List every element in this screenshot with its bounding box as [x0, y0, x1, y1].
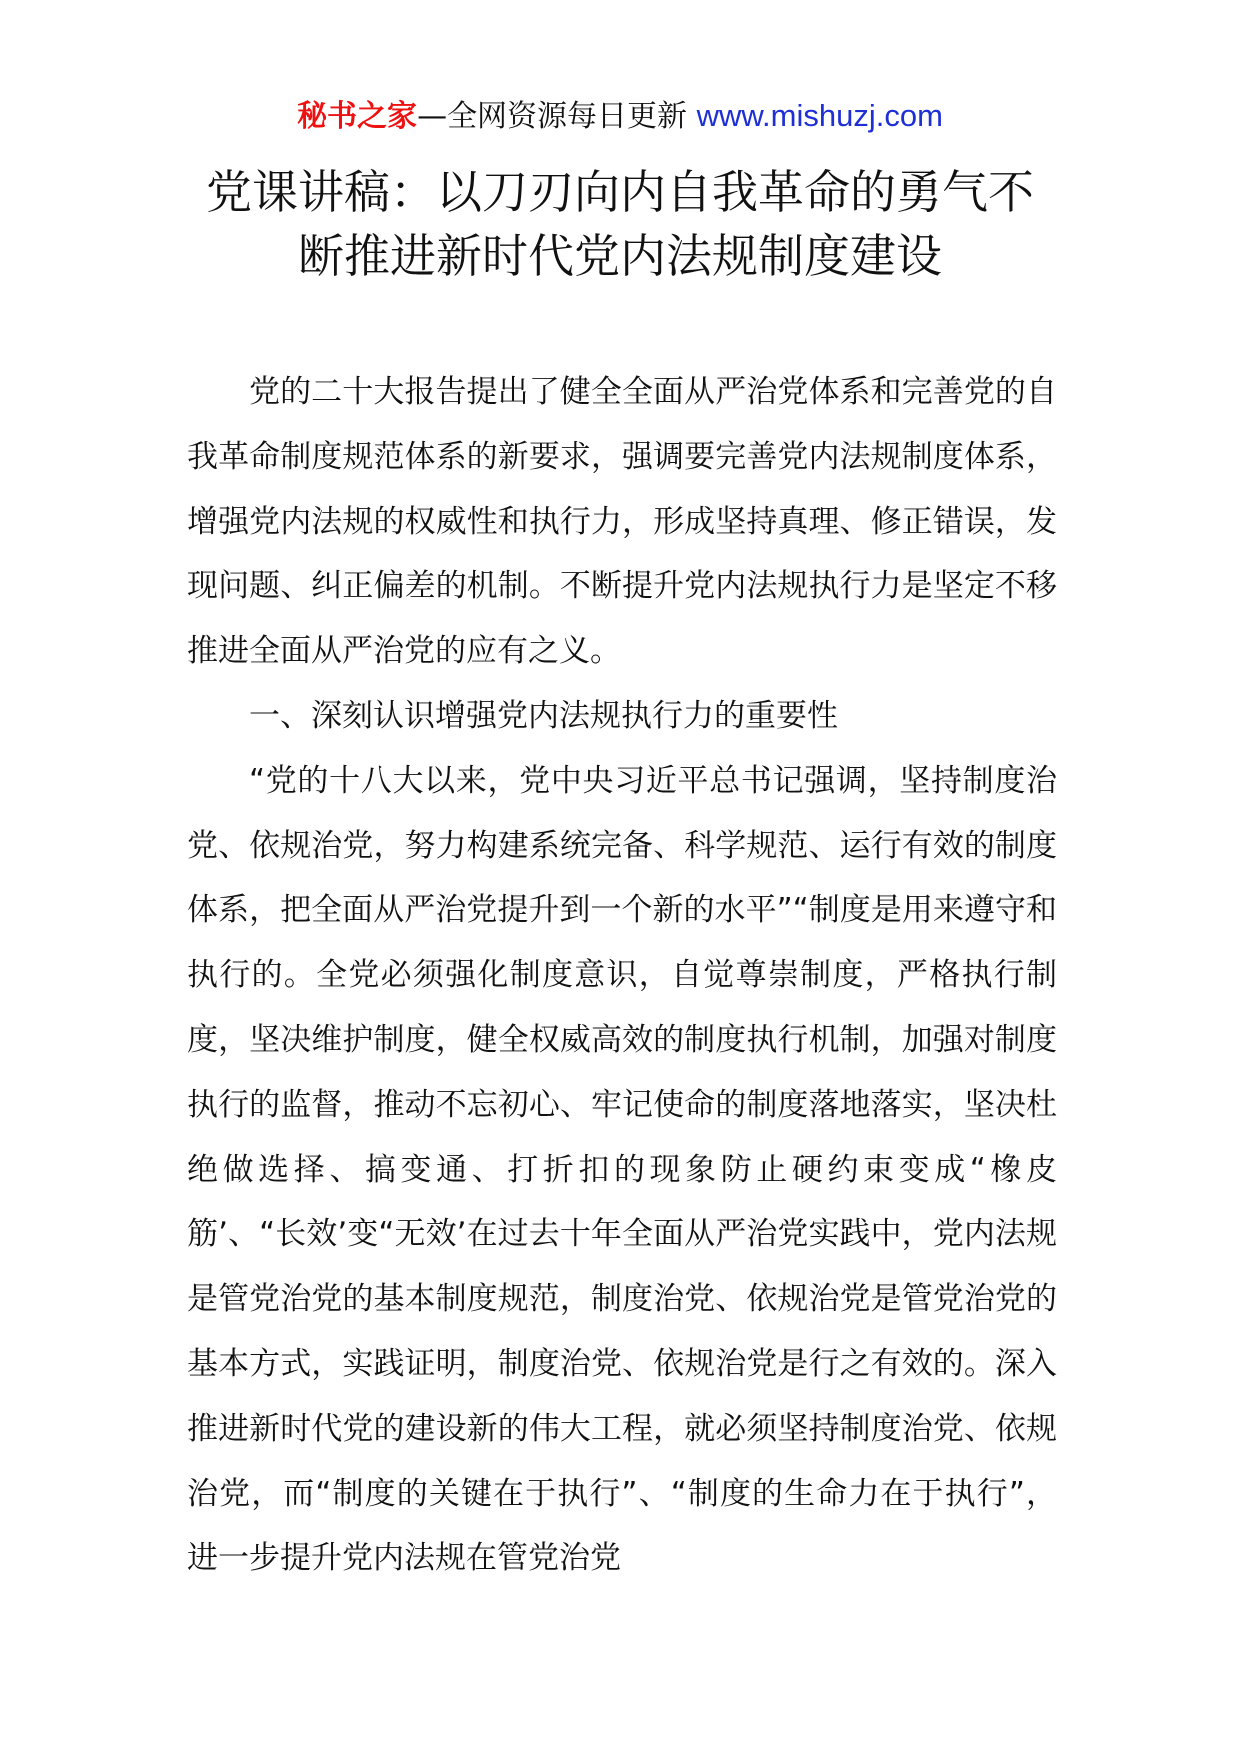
paragraph-section-1: “党的十八大以来，党中央习近平总书记强调，坚持制度治党、依规治党，努力构建系统完备、科学规范、运行有效的制度体系，把全面从严治党提升到一个新的水平”“制度是用来遵守和执行的。全党必须强化制度意识，自觉尊崇制度，严格执行制度，坚决维护制度，健全权威高效的制度执行机制，加强对制度执行的监督，推动不忘初心、牢记使命的制度落地落实，坚决杜绝做选择、搞变通、打折扣的现象防止硬约束变成“橡皮筋’、“长效’变“无效’在过去十年全面从严治党实践中，党内法规是管党治党的基本制度规范，制度治党、依规治党是管党治党的基本方式，实践证明，制度治党、依规治党是行之有效的。深入推进新时代党的建设新的伟大工程，就必须坚持制度治党、依规治党，而“制度的关键在于执行”、“制度的生命力在于执行”，进一步提升党内法规在管党治党 — [187, 762, 1057, 1577]
paragraph-intro: 党的二十大报告提出了健全全面从严治党体系和完善党的自我革命制度规范体系的新要求，强调要完善党内法规制度体系，增强党内法规的权威性和执行力，形成坚持真理、修正错误，发现问题、纠正偏差的机制。不断提升党内法规执行力是坚定不移推进全面从严治党的应有之义。 — [187, 374, 1057, 670]
site-header — [0, 96, 1240, 137]
document-title — [150, 160, 1090, 288]
document-title-line-2: 断推进新时代党内法规制度建设 — [298, 229, 942, 283]
site-url-link[interactable]: www.mishuzj.com — [696, 98, 943, 133]
site-tagline: —全网资源每日更新 — [417, 99, 688, 134]
document-body — [187, 360, 1057, 1591]
document-title-line-1: 党课讲稿：以刀刃向内自我革命的勇气不 — [206, 165, 1034, 219]
section-heading-1: 一、深刻认识增强党内法规执行力的重要性 — [249, 697, 838, 734]
site-brand: 秘书之家 — [297, 99, 418, 134]
